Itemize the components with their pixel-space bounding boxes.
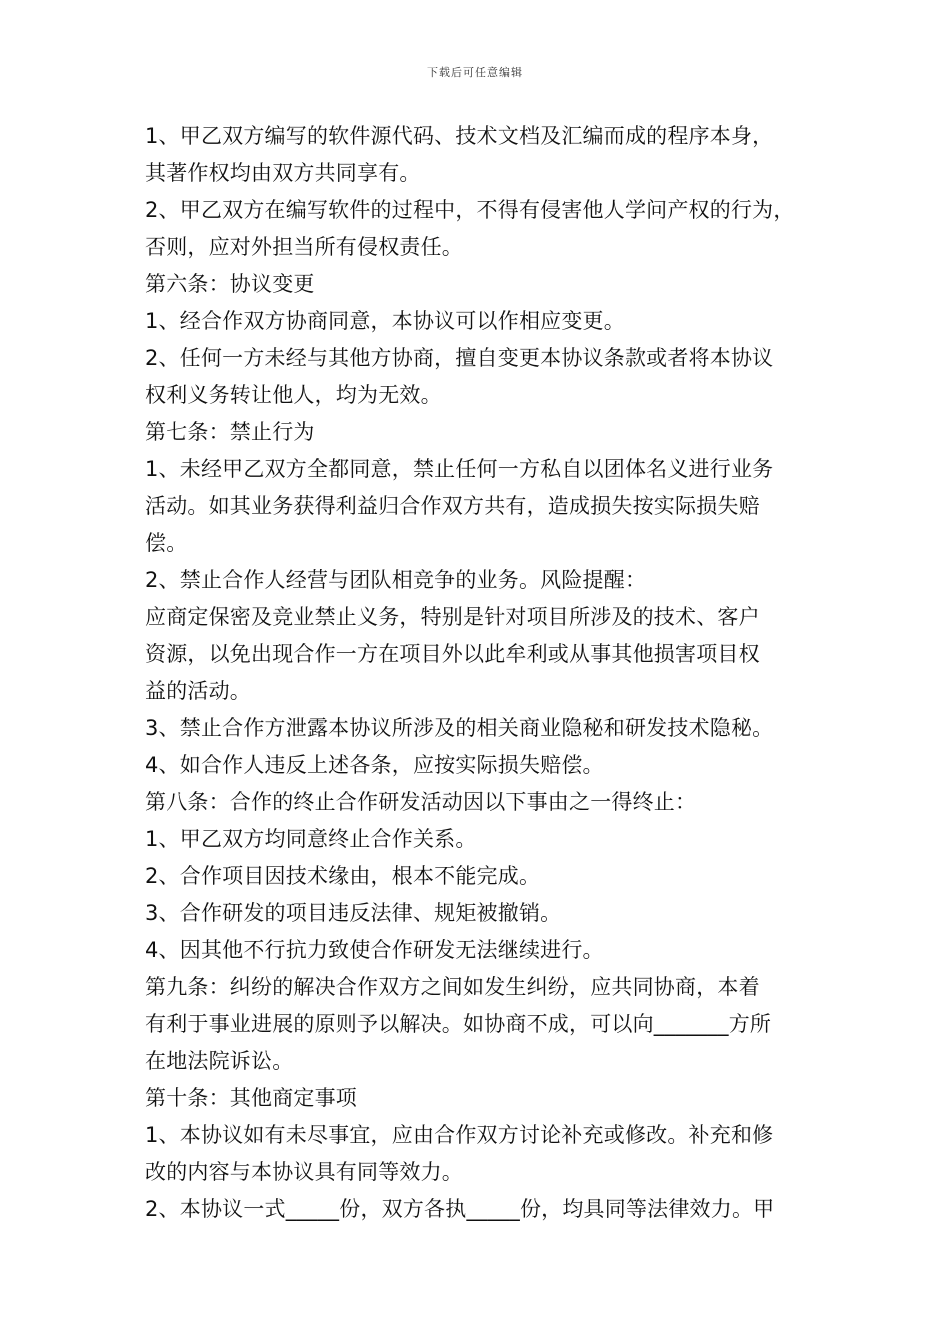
line-29: 改的内容与本协议具有同等效力。: [145, 1160, 463, 1184]
line-22: 3、合作研发的项目违反法律、规矩被撤销。: [145, 901, 562, 925]
line-3: 2、甲乙双方在编写软件的过程中，不得有侵害他人学问产权的行为，: [145, 198, 795, 222]
line-25: 有利于事业进展的原则予以解决。如协商不成，可以向_______方所: [145, 1012, 772, 1036]
line-13: 2、禁止合作人经营与团队相竞争的业务。风险提醒：: [145, 568, 647, 592]
line-30: 2、本协议一式_____份，双方各执_____份，均具同等法律效力。甲: [145, 1197, 775, 1221]
document-body: [145, 118, 810, 1228]
line-16: 益的活动。: [145, 679, 251, 703]
line-11: 活动。如其业务获得利益归合作双方共有，造成损失按实际损失赔: [145, 494, 760, 518]
line-4: 否则，应对外担当所有侵权责任。: [145, 235, 463, 259]
line-10: 1、未经甲乙双方全都同意，禁止任何一方私自以团体名义进行业务: [145, 457, 774, 481]
page-header: 下载后可任意编辑: [427, 66, 523, 79]
line-28: 1、本协议如有未尽事宜，应由合作双方讨论补充或修改。补充和修: [145, 1123, 774, 1147]
section-heading-8: 第八条：合作的终止合作研发活动因以下事由之一得终止：: [145, 790, 697, 814]
line-7: 2、任何一方未经与其他方协商，擅自变更本协议条款或者将本协议: [145, 346, 774, 370]
section-heading-10: 第十条：其他商定事项: [145, 1086, 357, 1110]
line-14: 应商定保密及竞业禁止义务，特别是针对项目所涉及的技术、客户: [145, 605, 760, 629]
line-15: 资源，以免出现合作一方在项目外以此牟利或从事其他损害项目权: [145, 642, 760, 666]
line-21: 2、合作项目因技术缘由，根本不能完成。: [145, 864, 541, 888]
line-6: 1、经合作双方协商同意，本协议可以作相应变更。: [145, 309, 625, 333]
line-12: 偿。: [145, 531, 188, 555]
line-26: 在地法院诉讼。: [145, 1049, 294, 1073]
line-20: 1、甲乙双方均同意终止合作关系。: [145, 827, 477, 851]
line-8: 权利义务转让他人，均为无效。: [145, 383, 442, 407]
line-23: 4、因其他不行抗力致使合作研发无法继续进行。: [145, 938, 604, 962]
section-heading-9: 第九条：纠纷的解决合作双方之间如发生纠纷，应共同协商，本着: [145, 975, 760, 999]
line-2: 其著作权均由双方共同享有。: [145, 161, 421, 185]
section-heading-6: 第六条：协议变更: [145, 272, 315, 296]
line-18: 4、如合作人违反上述各条，应按实际损失赔偿。: [145, 753, 604, 777]
line-1: 1、甲乙双方编写的软件源代码、技术文档及汇编而成的程序本身，: [145, 124, 774, 148]
line-17: 3、禁止合作方泄露本协议所涉及的相关商业隐秘和研发技术隐秘。: [145, 716, 774, 740]
section-heading-7: 第七条：禁止行为: [145, 420, 315, 444]
